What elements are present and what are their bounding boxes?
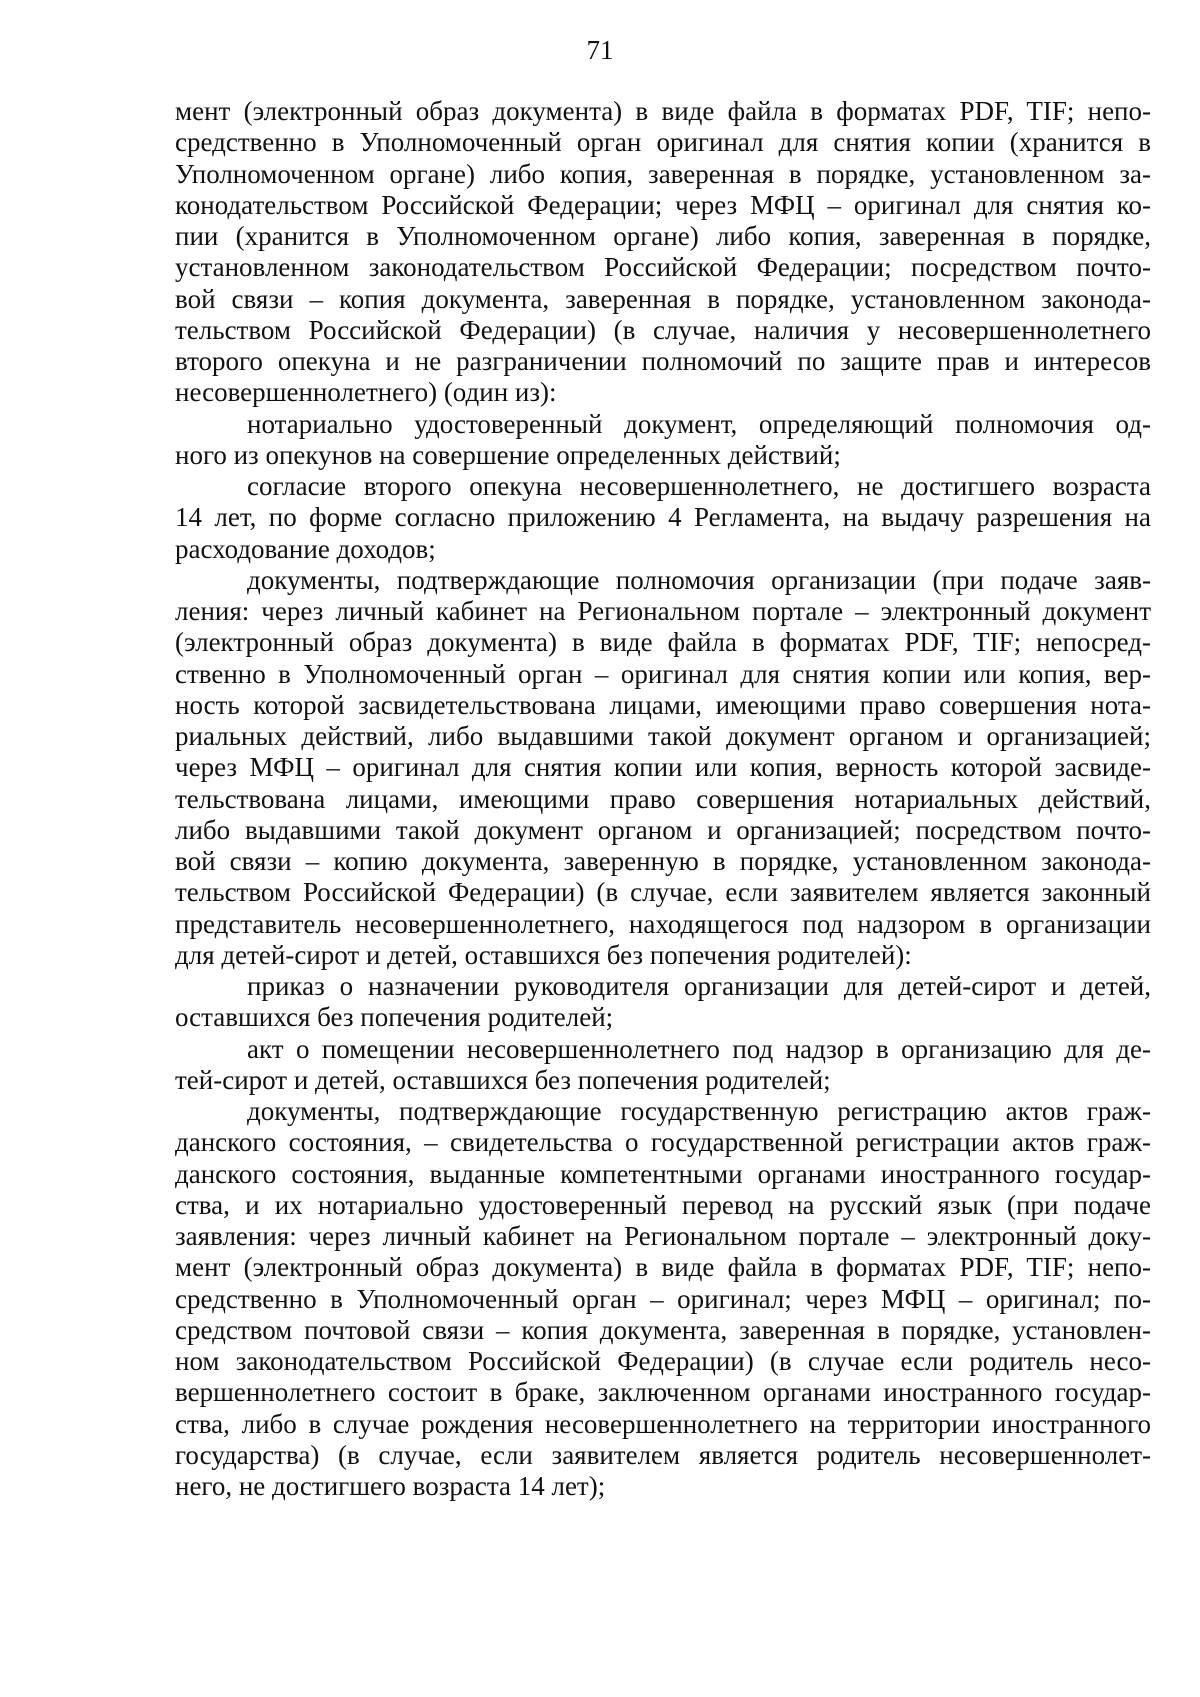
text-line: средственно в Уполномоченный орган – оригинал; через МФЦ – оригинал; по- xyxy=(175,1283,1151,1314)
text-line: нотариально удостоверенный документ, определяющий полномочия од- xyxy=(247,408,1151,439)
page-number: 71 xyxy=(586,35,614,65)
text-line: несовершеннолетнего) (один из): xyxy=(175,377,557,408)
text-line: мент (электронный образ документа) в виде файла в форматах PDF, TIF; непо- xyxy=(175,96,1151,126)
text-line: либо выдавшими такой документ органом и организацией; посредством почто- xyxy=(175,814,1151,845)
text-line: представитель несовершеннолетнего, находящегося под надзором в организации xyxy=(175,908,1151,939)
text-line: ность которой засвидетельствована лицами, имеющими право совершения нота- xyxy=(175,689,1151,720)
text-line: установленном законодательством Российской Федерации; посредством почто- xyxy=(175,252,1151,283)
text-line: тей-сирот и детей, оставшихся без попечения родителей; xyxy=(175,1064,831,1095)
text-line: вой связи – копию документа, заверенную в порядке, установленном законода- xyxy=(175,846,1151,876)
text-line: оставшихся без попечения родителей; xyxy=(175,1002,614,1033)
text-line: пии (хранится в Уполномоченном органе) либо копия, заверенная в порядке, xyxy=(175,221,1151,251)
text-line: ства, и их нотариально удостоверенный перевод на русский язык (при подаче xyxy=(175,1189,1151,1220)
text-line: тельством Российской Федерации) (в случае, если заявителем является законный xyxy=(175,877,1151,908)
text-line: государства) (в случае, если заявителем является родитель несовершеннолет- xyxy=(175,1439,1151,1470)
text-line: второго опекуна и не разграничении полномочий по защите прав и интересов xyxy=(175,346,1151,376)
document-body xyxy=(175,96,1151,1502)
text-line: акт о помещении несовершеннолетнего под надзор в организацию для де- xyxy=(247,1033,1151,1064)
text-line: расходование доходов; xyxy=(175,533,436,564)
text-line: мент (электронный образ документа) в виде файла в форматах PDF, TIF; непо- xyxy=(175,1252,1151,1283)
text-line: конодательством Российской Федерации; через МФЦ – оригинал для снятия ко- xyxy=(175,189,1151,220)
text-line: 14 лет, по форме согласно приложению 4 Регламента, на выдачу разрешения на xyxy=(175,502,1151,533)
text-line: ственно в Уполномоченный орган – оригинал для снятия копии или копия, вер- xyxy=(175,658,1151,689)
text-line: для детей-сирот и детей, оставшихся без попечения родителей): xyxy=(175,939,912,970)
text-line: ления: через личный кабинет на Региональном портале – электронный документ xyxy=(175,596,1151,626)
text-line: документы, подтверждающие полномочия организации (при подаче заяв- xyxy=(247,564,1151,595)
text-line: него, не достигшего возраста 14 лет); xyxy=(175,1471,606,1501)
text-line: (электронный образ документа) в виде файла в форматах PDF, TIF; непосред- xyxy=(175,627,1151,658)
text-line: через МФЦ – оригинал для снятия копии или копия, верность которой засвиде- xyxy=(175,752,1151,783)
text-line: данского состояния, выданные компетентными органами иностранного государ- xyxy=(175,1158,1151,1189)
text-line: ства, либо в случае рождения несовершеннолетнего на территории иностранного xyxy=(175,1408,1151,1439)
text-line: согласие второго опекуна несовершеннолетнего, не достигшего возраста xyxy=(247,471,1151,501)
text-line: тельствована лицами, имеющими право совершения нотариальных действий, xyxy=(175,783,1151,814)
text-line: риальных действий, либо выдавшими такой документ органом и организацией; xyxy=(175,721,1151,751)
text-line: Уполномоченном органе) либо копия, заверенная в порядке, установленном за- xyxy=(175,158,1151,189)
text-line: ном законодательством Российской Федерации) (в случае если родитель несо- xyxy=(175,1346,1151,1376)
text-line: тельством Российской Федерации) (в случае, наличия у несовершеннолетнего xyxy=(175,314,1151,345)
text-line: заявления: через личный кабинет на Региональном портале – электронный доку- xyxy=(175,1221,1151,1251)
text-line: данского состояния, – свидетельства о государственной регистрации актов граж- xyxy=(175,1127,1151,1158)
text-line: вершеннолетнего состоит в браке, заключенном органами иностранного государ- xyxy=(175,1377,1151,1408)
text-line: документы, подтверждающие государственную регистрацию актов граж- xyxy=(247,1096,1151,1126)
text-line: средством почтовой связи – копия документа, заверенная в порядке, установлен- xyxy=(175,1314,1151,1345)
text-line: вой связи – копия документа, заверенная в порядке, установленном законода- xyxy=(175,283,1151,314)
text-line: ного из опекунов на совершение определенных действий; xyxy=(175,439,841,470)
text-line: приказ о назначении руководителя организации для детей-сирот и детей, xyxy=(247,971,1151,1001)
text-line: средственно в Уполномоченный орган оригинал для снятия копии (хранится в xyxy=(175,127,1151,158)
